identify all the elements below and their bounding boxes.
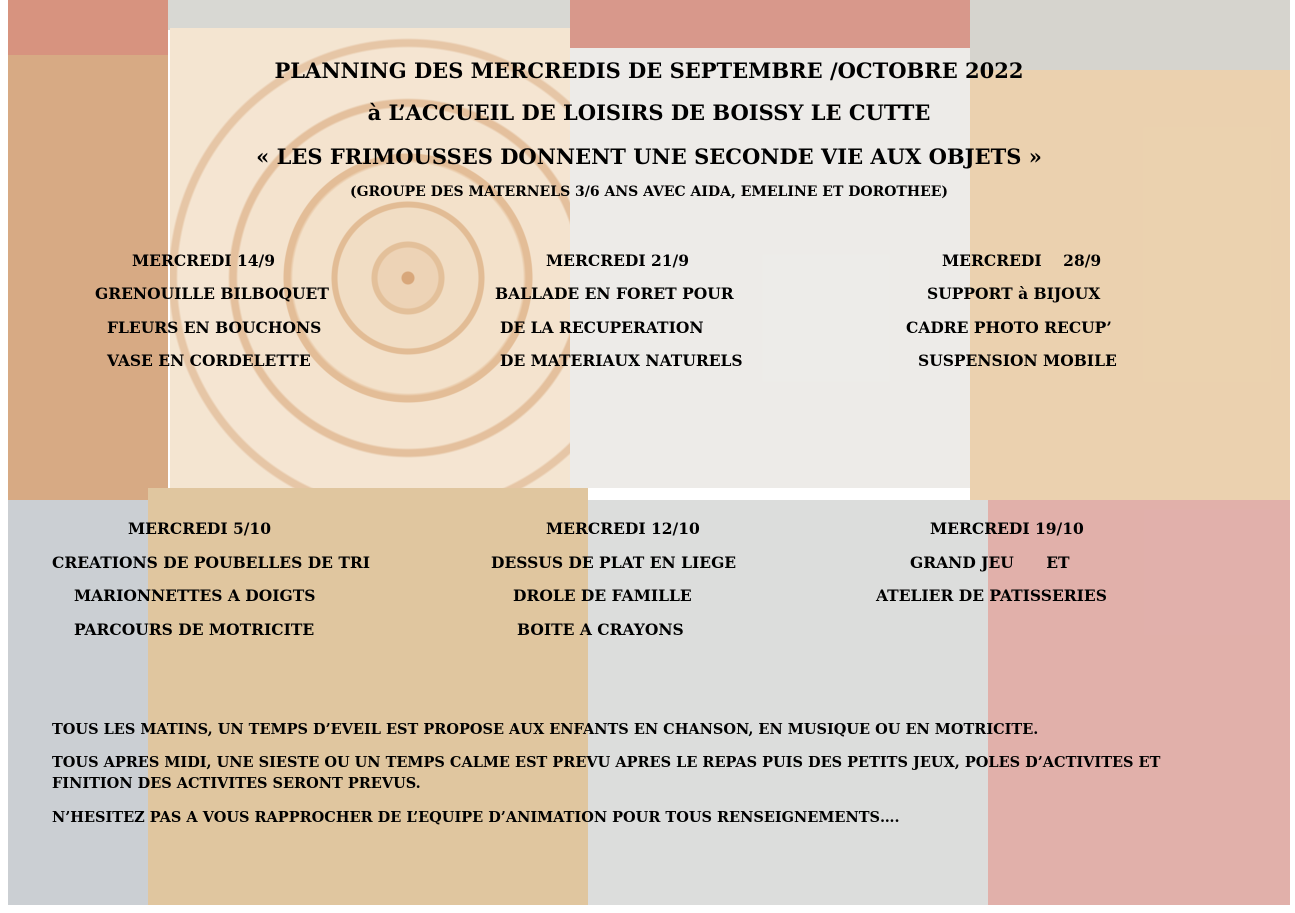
theme-title: « LES FRIMOUSSES DONNENT UNE SECONDE VIE AUX OBJETS » (256, 144, 1042, 169)
activity-item: PARCOURS DE MOTRICITE (74, 620, 315, 639)
group-info: (GROUPE DES MATERNELS 3/6 ANS AVEC AIDA, EMELINE ET DOROTHEE) (349, 184, 949, 200)
note-afternoon: TOUS APRES MIDI, UNE SIESTE OU UN TEMPS CALME EST PREVU APRES LE REPAS PUIS DES PETITS JEUX, POLES D’ACTIVITES ET FINITION DES ACTIVITES SERONT PREVUS. (52, 754, 1161, 792)
activity-item: DESSUS DE PLAT EN LIEGE (491, 553, 737, 572)
activity-item: CADRE PHOTO RECUP’ (906, 318, 1112, 337)
day-date: MERCREDI 19/10 (930, 519, 1084, 538)
day-date: MERCREDI 28/9 (942, 251, 1102, 270)
note-contact: N’HESITEZ PAS A VOUS RAPPROCHER DE L’EQUIPE D’ANIMATION POUR TOUS RENSEIGNEMENTS…. (52, 809, 900, 826)
activity-item: DE MATERIAUX NATURELS (500, 351, 743, 370)
day-date: MERCREDI 5/10 (128, 519, 271, 538)
page-title: PLANNING DES MERCREDIS DE SEPTEMBRE /OCTOBRE 2022 (274, 58, 1024, 83)
day-date: MERCREDI 21/9 (546, 251, 689, 270)
activity-item: BALLADE EN FORET POUR (495, 284, 734, 303)
activity-item: ATELIER DE PATISSERIES (876, 586, 1107, 605)
activity-item: DE LA RECUPERATION (500, 318, 704, 337)
activity-item: SUSPENSION MOBILE (918, 351, 1117, 370)
activity-item: SUPPORT à BIJOUX (927, 284, 1101, 303)
activity-item: GRENOUILLE BILBOQUET (95, 284, 329, 303)
activity-item: CREATIONS DE POUBELLES DE TRI (52, 553, 371, 572)
activity-item: DROLE DE FAMILLE (513, 586, 692, 605)
activity-item: BOITE A CRAYONS (517, 620, 684, 639)
activity-item: VASE EN CORDELETTE (107, 351, 311, 370)
activity-item: FLEURS EN BOUCHONS (107, 318, 322, 337)
day-date: MERCREDI 12/10 (546, 519, 700, 538)
day-date: MERCREDI 14/9 (132, 251, 275, 270)
page-subtitle: à L’ACCUEIL DE LOISIRS DE BOISSY LE CUTTE (367, 100, 931, 125)
activity-item: MARIONNETTES A DOIGTS (74, 586, 316, 605)
activity-item: GRAND JEU ET (910, 553, 1070, 572)
note-morning: TOUS LES MATINS, UN TEMPS D’EVEIL EST PROPOSE AUX ENFANTS EN CHANSON, EN MUSIQUE OU EN MOTRICITE. (52, 721, 1039, 738)
